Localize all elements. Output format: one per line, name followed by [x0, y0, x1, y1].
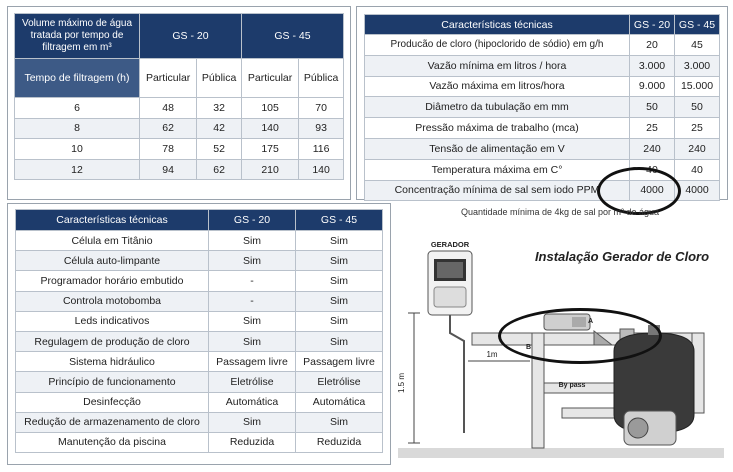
- cell: Sim: [209, 251, 296, 271]
- spec-label: Tensão de alimentação em V: [365, 138, 630, 159]
- subheader-particular: Particular: [140, 59, 197, 98]
- cell: Eletrólise: [209, 372, 296, 392]
- diagram-title: Instalação Gerador de Cloro: [534, 249, 710, 264]
- cell: 4000: [675, 180, 720, 201]
- feature-label: Regulagem de produção de cloro: [16, 331, 209, 351]
- specs-header-gs45: GS - 45: [675, 15, 720, 35]
- cell: 12: [15, 159, 140, 180]
- subheader-publica: Pública: [197, 59, 242, 98]
- cell: Passagem livre: [296, 352, 383, 372]
- cell: Sim: [209, 331, 296, 351]
- spec-label: Producão de cloro (hipoclorido de sódio) em g/h: [365, 35, 630, 56]
- table-row: [365, 97, 720, 118]
- features-header-gs20: GS - 20: [209, 210, 296, 231]
- cell: 9.000: [630, 76, 675, 97]
- height-dimension: [408, 313, 420, 443]
- cell: Sim: [296, 412, 383, 432]
- gerador-label: GERADOR: [430, 240, 470, 249]
- features-table: [15, 209, 383, 453]
- cell: Sim: [296, 311, 383, 331]
- cell: Sim: [209, 412, 296, 432]
- cell: -: [209, 271, 296, 291]
- feature-label: Programador horário embutido: [16, 271, 209, 291]
- spec-label: Pressão máxima de trabalho (mca): [365, 118, 630, 139]
- cell: 140: [241, 118, 298, 139]
- cell: Automática: [296, 392, 383, 412]
- cell: 94: [140, 159, 197, 180]
- spec-label: Diâmetro da tubulação em mm: [365, 97, 630, 118]
- table-row: [16, 271, 383, 291]
- cell: 4000: [630, 180, 675, 201]
- cell: 25: [675, 118, 720, 139]
- cell: 25: [630, 118, 675, 139]
- feature-label: Sistema hidráulico: [16, 352, 209, 372]
- cell: Sim: [296, 271, 383, 291]
- cell: 6: [15, 98, 140, 119]
- cell: 45: [675, 35, 720, 56]
- distance-label: 1m: [486, 350, 498, 359]
- filtration-volume-table: [14, 13, 344, 180]
- cell: 240: [675, 138, 720, 159]
- highlight-circle-cell: [498, 308, 662, 364]
- feature-label: Controla motobomba: [16, 291, 209, 311]
- table-row: [365, 35, 720, 56]
- cell: 210: [241, 159, 298, 180]
- cell: 3.000: [630, 55, 675, 76]
- table-row: [15, 139, 344, 160]
- cell: Sim: [296, 231, 383, 251]
- cell: 175: [241, 139, 298, 160]
- feature-label: Célula auto-limpante: [16, 251, 209, 271]
- valve-label-b: B: [526, 344, 532, 351]
- cell: 3.000: [675, 55, 720, 76]
- cell: 78: [140, 139, 197, 160]
- cell: 105: [241, 98, 298, 119]
- cell: 32: [197, 98, 242, 119]
- table-row: [365, 138, 720, 159]
- subheader-particular: Particular: [241, 59, 298, 98]
- cell: 10: [15, 139, 140, 160]
- table-row: [16, 352, 383, 372]
- cell: 20: [630, 35, 675, 56]
- table-row: [16, 412, 383, 432]
- table-row: [15, 118, 344, 139]
- salt-note: Quantidade mínima de 4kg de sal por m³ de água: [460, 207, 660, 217]
- cell: 93: [299, 118, 344, 139]
- cell: 62: [197, 159, 242, 180]
- cell: 42: [197, 118, 242, 139]
- table-row: [365, 118, 720, 139]
- cell: -: [209, 291, 296, 311]
- pump-icon: [624, 411, 676, 445]
- cell: 140: [299, 159, 344, 180]
- model-header-gs45: GS - 45: [241, 14, 343, 59]
- height-label: 1.5 m: [397, 372, 406, 394]
- table-row: [365, 55, 720, 76]
- table-row: [15, 98, 344, 119]
- table-row: [16, 291, 383, 311]
- cell: 15.000: [675, 76, 720, 97]
- power-cable: [450, 315, 464, 433]
- cell: 116: [299, 139, 344, 160]
- table-row: [365, 76, 720, 97]
- table-row: [16, 231, 383, 251]
- table-row: [15, 159, 344, 180]
- table-row: [16, 392, 383, 412]
- cell: Sim: [296, 251, 383, 271]
- table-row: [16, 372, 383, 392]
- table-row: [16, 311, 383, 331]
- cell: Reduzida: [296, 432, 383, 452]
- cell: 48: [140, 98, 197, 119]
- spec-label: Concentração mínima de sal sem iodo PPM: [365, 180, 630, 201]
- features-header-label: Características técnicas: [16, 210, 209, 231]
- subheader-publica: Pública: [299, 59, 344, 98]
- cell: 50: [630, 97, 675, 118]
- spec-label: Vazão máxima em litros/hora: [365, 76, 630, 97]
- spec-label: Temperatura máxima em C°: [365, 159, 630, 180]
- floor: [398, 448, 724, 458]
- cell: Passagem livre: [209, 352, 296, 372]
- cell: 40: [675, 159, 720, 180]
- cell: 240: [630, 138, 675, 159]
- feature-label: Redução de armazenamento de cloro: [16, 412, 209, 432]
- valve-label-a: A: [588, 318, 594, 325]
- model-header-gs20: GS - 20: [140, 14, 242, 59]
- table-row: [16, 432, 383, 452]
- cell: Sim: [209, 231, 296, 251]
- cell: Sim: [296, 331, 383, 351]
- feature-label: Leds indicativos: [16, 311, 209, 331]
- table-row: [16, 251, 383, 271]
- cell: Sim: [209, 311, 296, 331]
- features-header-gs45: GS - 45: [296, 210, 383, 231]
- filtration-volume-panel: [7, 6, 351, 200]
- cell: 50: [675, 97, 720, 118]
- table-row: [16, 331, 383, 351]
- features-panel: [7, 203, 391, 465]
- feature-label: Princípio de funcionamento: [16, 372, 209, 392]
- volume-header: Volume máximo de água tratada por tempo de filtragem em m³: [15, 14, 140, 59]
- specs-header-label: Características técnicas: [365, 15, 630, 35]
- feature-label: Desinfecção: [16, 392, 209, 412]
- feature-label: Célula em Titânio: [16, 231, 209, 251]
- cell: Eletrólise: [296, 372, 383, 392]
- cell: Reduzida: [209, 432, 296, 452]
- cell: Automática: [209, 392, 296, 412]
- feature-label: Manutenção da piscina: [16, 432, 209, 452]
- cell: Sim: [296, 291, 383, 311]
- cell: 52: [197, 139, 242, 160]
- cell: 40: [630, 159, 675, 180]
- cell: 62: [140, 118, 197, 139]
- bypass-label: By pass: [558, 382, 586, 389]
- specs-header-gs20: GS - 20: [630, 15, 675, 35]
- time-header: Tempo de filtragem (h): [15, 59, 140, 98]
- technical-specs-panel: [356, 6, 728, 200]
- generator-unit-icon: [428, 251, 472, 315]
- cell: 8: [15, 118, 140, 139]
- cell: 70: [299, 98, 344, 119]
- spec-label: Vazão mínima em litros / hora: [365, 55, 630, 76]
